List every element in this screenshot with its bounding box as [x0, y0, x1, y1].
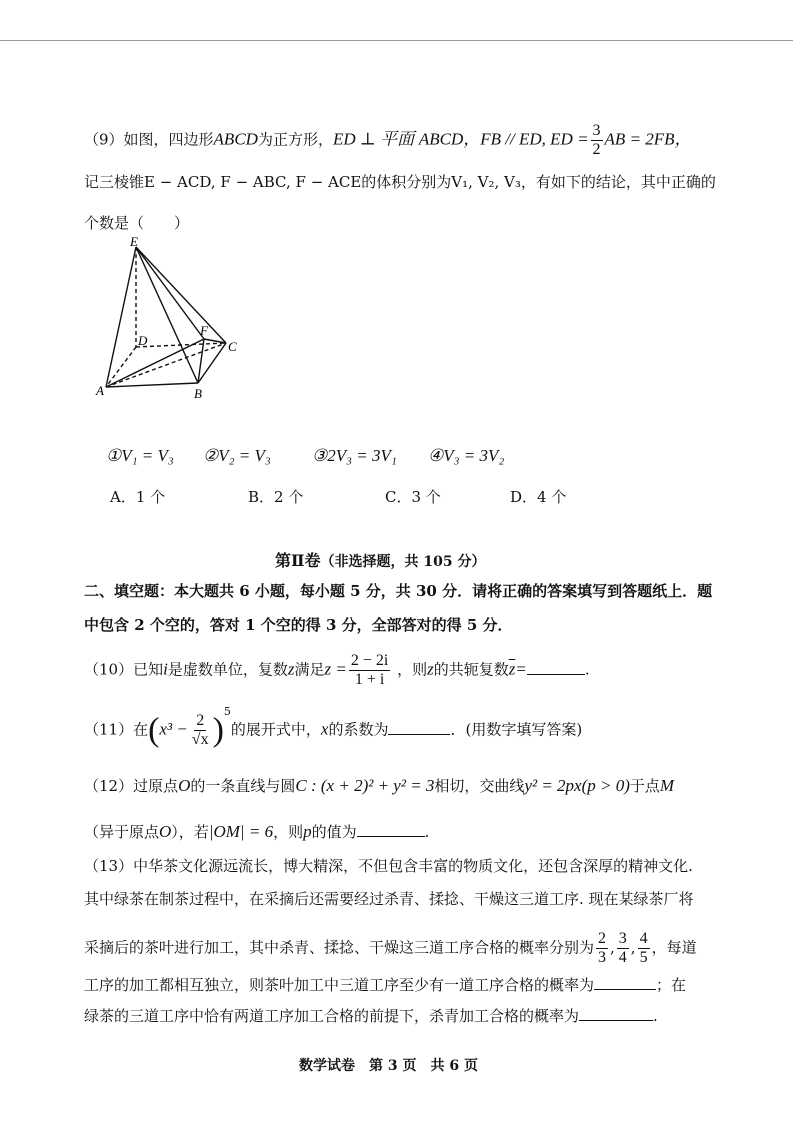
q9-prefix: （9）如图，四边形	[84, 130, 214, 149]
q13-tail3: ，每道	[651, 938, 697, 957]
part2-instruction-1: 二、填空题：本大题共 6 小题，每小题 5 分，共 30 分．请将正确的答案填写到答题纸上．题	[84, 582, 713, 600]
q11-exponent: 5	[223, 704, 231, 718]
q10-i: i	[163, 659, 168, 679]
q9-statement-4: ④V₃ = 3V₂	[428, 446, 505, 465]
q10-answer-blank[interactable]	[527, 660, 585, 675]
q12-p: p	[303, 822, 312, 841]
q9-fraction	[591, 122, 603, 159]
q13-line5	[84, 1006, 658, 1026]
q9-statement-2: ②V₂ = V₃	[203, 446, 271, 465]
q13-frac-3	[638, 930, 650, 967]
q12-O2: O	[159, 822, 172, 841]
q12-prefix2: （异于原点	[84, 823, 160, 841]
q13-line3: 采摘后的茶叶进行加工，其中杀青、揉捻、干燥这三道工序合格的概率分别为 $\frac{2}{3}$ , $\frac{3}{4}$ , $\frac{4}{5}$ ，每道	[84, 930, 697, 966]
q10-line	[84, 652, 590, 689]
q11-line	[84, 704, 583, 749]
q9-statement-3: ③2V₃ = 3V₁	[312, 446, 397, 465]
q11-mid2: 的系数为	[328, 720, 389, 739]
q12-circle: C : (x + 2)² + y² = 3	[295, 776, 435, 795]
q10-z: z	[287, 659, 295, 679]
q11-frac-num: 2	[196, 712, 205, 729]
q10-zbar: $\overline{z}$	[508, 659, 516, 679]
label-A: A	[96, 383, 104, 398]
q12-prefix: （12）过原点	[84, 777, 179, 795]
q13-frac-2	[617, 930, 629, 967]
part2-instruction-2: 中包含 2 个空的，答对 1 个空的得 3 分，全部答对的得 5 分．	[84, 616, 513, 634]
q12-M: M	[659, 776, 675, 795]
q9-frac-num: 3	[592, 122, 601, 139]
edge-EC	[136, 247, 226, 343]
q12-mid6: 的值为	[311, 823, 357, 841]
q9-fb: ，FB // ED, ED =	[463, 129, 589, 149]
label-D: D	[138, 333, 148, 348]
q12-O: O	[178, 776, 191, 795]
q13-frac-3-num: 4	[639, 930, 648, 947]
q12-om: |OM| = 6	[208, 822, 274, 841]
q9-option-a: A．1 个	[110, 488, 166, 506]
label-B: B	[194, 386, 202, 401]
q13-frac-1-num: 2	[598, 930, 607, 947]
label-E: E	[130, 235, 138, 249]
q9-abcd: ABCD	[213, 129, 258, 149]
q11-frac-den: √x	[191, 731, 209, 748]
q13-answer-blank-2[interactable]	[579, 1006, 653, 1021]
edge-EB	[136, 247, 198, 383]
q10-prefix: （10）已知	[84, 660, 164, 679]
q12-mid: 的一条直线与圆	[190, 777, 296, 795]
q10-frac-num: 2 − 2i	[350, 652, 389, 669]
q9-mid: 为正方形，	[257, 130, 333, 149]
q11-x: x	[320, 719, 329, 739]
q13-prefix4: 工序的加工都相互独立，则茶叶加工中三道工序至少有一道工序合格的概率为	[84, 976, 595, 994]
q13-line2: 其中绿茶在制茶过程中，在采摘后还需要经过杀青、揉捻、干燥这三道工序. 现在某绿茶厂将	[84, 890, 694, 908]
q12-line1	[84, 776, 674, 796]
q10-frac-den: 1 + i	[354, 671, 385, 688]
q9-tail: AB = 2FB，	[604, 129, 692, 149]
q10-mid4: 的共轭复数	[433, 660, 509, 679]
edge-EF	[136, 247, 204, 339]
q12-answer-blank[interactable]	[357, 822, 425, 837]
part2-subtitle: （非选择题，共 105 分）	[320, 554, 486, 570]
q10-z2: z	[427, 659, 434, 679]
part2-title: 第Ⅱ卷	[275, 551, 321, 570]
top-rule	[0, 40, 793, 41]
q9-line2: 记三棱锥E − ACD, F − ABC, F − ACE的体积分别为V₁, V₂, V₃，有如下的结论，其中正确的	[84, 173, 716, 191]
q9-option-c: C．3 个	[385, 488, 441, 506]
q9-option-d: D．4 个	[510, 488, 567, 506]
q11-answer-blank[interactable]	[388, 720, 450, 735]
q13-tail5: .	[653, 1007, 658, 1025]
q13-answer-blank-1[interactable]	[594, 975, 656, 990]
q10-mid3: ，则	[397, 660, 428, 679]
edge-AB	[106, 383, 198, 387]
q13-line1: （13）中华茶文化源远流长，博大精深，不但包含丰富的物质文化，还包含深厚的精神文化.	[84, 857, 693, 875]
q10-mid1: 是虚数单位，复数	[167, 660, 288, 679]
q10-fraction	[349, 652, 390, 689]
q13-frac-2-num: 3	[618, 930, 627, 947]
q11-fraction	[190, 712, 211, 749]
q12-line2	[84, 822, 429, 842]
q13-frac-2-den: 4	[618, 949, 627, 966]
q11-end: ．(用数字填写答案)	[450, 720, 583, 739]
q9-ed-perp: ED ⊥ 平面	[332, 129, 415, 149]
q11-expr: x³ −	[159, 719, 188, 739]
q9-line1	[84, 122, 692, 159]
q12-mid4: ），若	[171, 823, 209, 841]
label-F: F	[200, 323, 208, 338]
q10-mid2: 满足	[294, 660, 325, 679]
q13-frac-1-den: 3	[598, 949, 607, 966]
q10-eq: =	[515, 659, 527, 679]
q9-option-b: B．2 个	[248, 488, 304, 506]
q13-frac-1	[596, 930, 608, 967]
q11-mid: 的展开式中，	[230, 720, 321, 739]
pyramid-figure	[92, 235, 272, 405]
q10-end: .	[584, 660, 590, 679]
q9-abcd2: ABCD	[418, 129, 464, 149]
q10-zeq: z =	[324, 659, 347, 679]
part2-heading	[275, 551, 485, 572]
q11-prefix: （11）在	[84, 720, 149, 739]
label-C: C	[228, 339, 237, 354]
q13-frac-3-den: 5	[639, 949, 648, 966]
q13-line4	[84, 975, 686, 995]
q13-tail4: ；在	[656, 976, 687, 994]
q12-mid5: ，则	[273, 823, 304, 841]
q9-line3: 个数是（ ）	[84, 214, 190, 232]
page-footer: 数学试卷 第 3 页 共 6 页	[299, 1058, 478, 1074]
q13-prefix3: 采摘后的茶叶进行加工，其中杀青、揉捻、干燥这三道工序合格的概率分别为	[84, 938, 595, 957]
edge-AC	[106, 343, 226, 387]
q13-prefix5: 绿茶的三道工序中恰有两道工序加工合格的前提下，杀青加工合格的概率为	[84, 1007, 580, 1025]
q12-curve: y² = 2px(p > 0)	[524, 776, 630, 795]
q9-statement-1: ①V₁ = V₃	[106, 446, 174, 465]
q11-right-paren: )	[212, 711, 224, 749]
q12-mid2: 相切，交曲线	[434, 777, 525, 795]
q9-frac-den: 2	[592, 141, 601, 158]
q12-end: .	[424, 823, 430, 841]
q11-left-paren: (	[148, 711, 160, 749]
q12-mid3: 于点	[629, 777, 660, 795]
